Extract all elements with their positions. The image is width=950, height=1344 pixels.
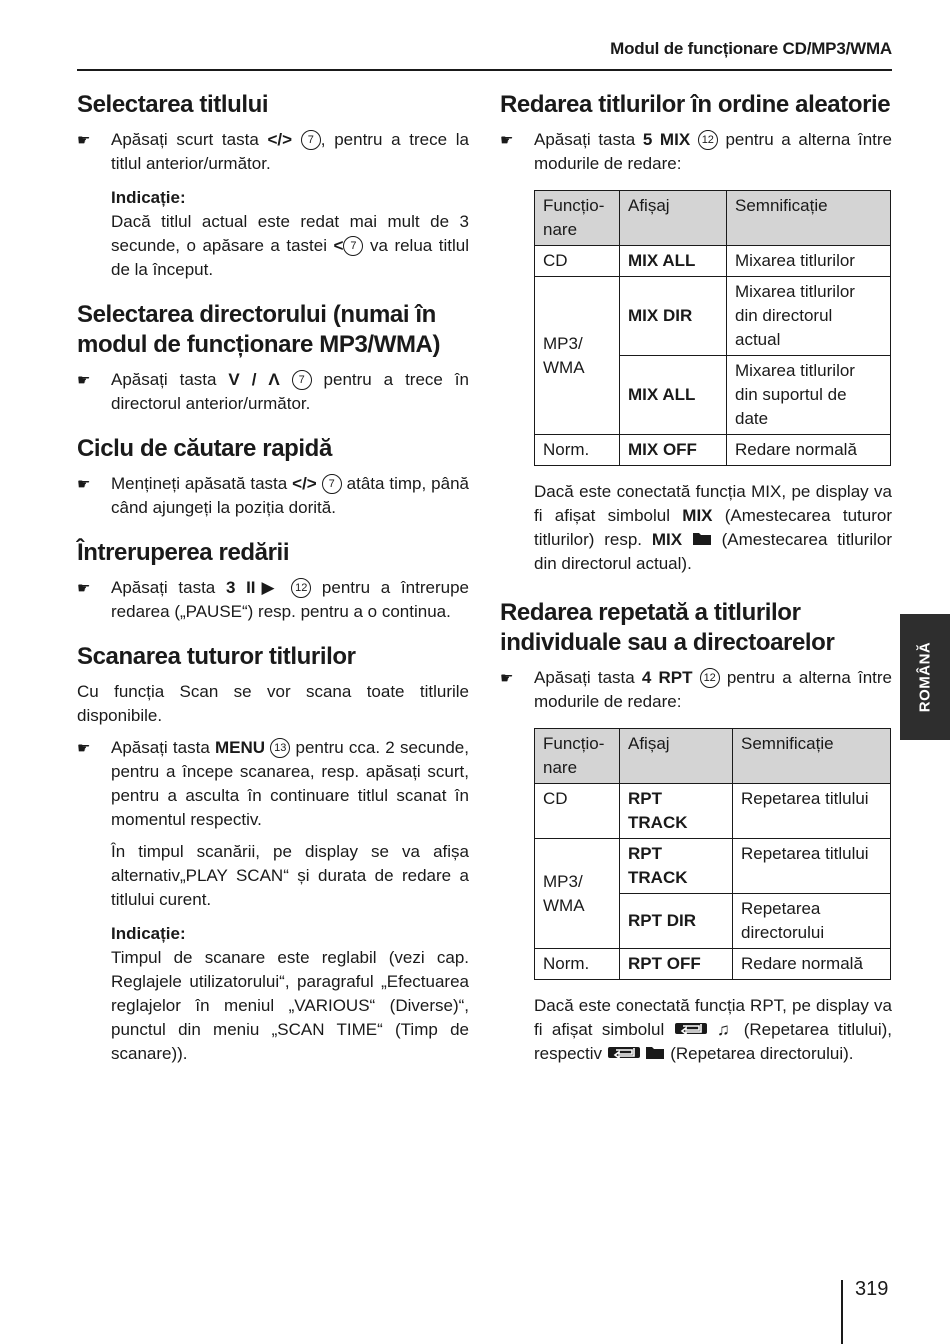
pointing-hand-icon: ☛ bbox=[77, 132, 91, 149]
table-cell: Redare normală bbox=[733, 949, 891, 980]
section-select-title bbox=[77, 90, 469, 282]
table-cell: Repetarea directorului bbox=[733, 894, 891, 949]
column-header: Afișaj bbox=[620, 729, 733, 784]
table-row bbox=[535, 839, 891, 894]
table-cell: RPT TRACK bbox=[620, 784, 733, 839]
section-intro: Cu funcția Scan se vor scana toate titlurile disponibile. bbox=[77, 682, 469, 725]
instruction-bullet: ☛ Apăsați tasta 4 RPT 12 pentru a alterna între modurile de redare: bbox=[500, 666, 892, 714]
instruction-bullet: ☛ Apăsați tasta MENU 13 pentru cca. 2 secunde, pentru a începe scanarea, resp. apăsați scurt, pentru a asculta în continuare titlul scanat în momentul respectiv. bbox=[77, 736, 469, 832]
mix-key-symbol: 5 MIX bbox=[642, 130, 691, 149]
table-cell: MIX OFF bbox=[620, 435, 727, 466]
pointing-hand-icon: ☛ bbox=[77, 372, 91, 389]
header-divider bbox=[77, 69, 892, 71]
left-column bbox=[77, 90, 469, 1066]
instruction-bullet: ☛ Apăsați tasta 3 II▶ 12 pentru a întrerupe redarea („PAUSE“) resp. pentru a o continua. bbox=[77, 576, 469, 624]
key-number-badge: 12 bbox=[698, 130, 718, 150]
column-header: Semnificație bbox=[727, 191, 891, 246]
note-text: Dacă titlul actual este redat mai mult de 3 secunde, o apăsare a tastei < 7 va relua titlul de la început. bbox=[111, 212, 469, 279]
instruction-bullet: ☛ Apăsați tasta V / Λ 7 pentru a trece în directorul anterior/următor. bbox=[77, 368, 469, 416]
section-title: Scanarea tuturor titlurilor bbox=[77, 643, 356, 670]
column-header: Afișaj bbox=[620, 191, 727, 246]
section-repeat-play bbox=[500, 598, 892, 1066]
table-cell: MP3/ WMA bbox=[535, 277, 620, 435]
table-cell: MP3/ WMA bbox=[535, 839, 620, 949]
instruction-bullet: ☛ Apăsați tasta 5 MIX 12 pentru a alterna între modurile de redare: bbox=[500, 128, 892, 176]
key-number-badge: 7 bbox=[292, 370, 312, 390]
section-title: Selectarea titlului bbox=[77, 91, 269, 118]
pointing-hand-icon: ☛ bbox=[77, 740, 91, 757]
key-number-badge: 12 bbox=[291, 578, 311, 598]
pointing-hand-icon: ☛ bbox=[500, 132, 514, 149]
prev-key-symbol: < bbox=[333, 236, 344, 255]
repeat-icon bbox=[607, 1044, 641, 1063]
language-side-tab bbox=[900, 614, 950, 740]
pause-key-symbol: 3 II▶ bbox=[225, 578, 281, 597]
table-cell: Mixarea titlurilor din suportul de date bbox=[727, 356, 891, 435]
table-cell: Norm. bbox=[535, 949, 620, 980]
key-number-badge: 12 bbox=[700, 668, 720, 688]
section-select-directory bbox=[77, 300, 469, 416]
column-header: Funcționare bbox=[535, 191, 620, 246]
instruction-bullet: ☛ Mențineți apăsată tasta </> 7 atâta timp, până când ajungeți la poziția dorită. bbox=[77, 472, 469, 520]
mix-display-symbol: MIX bbox=[651, 530, 683, 549]
table-cell: Norm. bbox=[535, 435, 620, 466]
table-cell: Redare normală bbox=[727, 435, 891, 466]
music-note-icon: ♫ bbox=[716, 1020, 735, 1039]
menu-key-symbol: MENU bbox=[215, 738, 266, 757]
prev-next-key-symbol: </> bbox=[267, 130, 293, 149]
section-title: Ciclu de căutare rapidă bbox=[77, 435, 332, 462]
up-down-key-symbol: V / Λ bbox=[228, 370, 280, 389]
table-cell: MIX DIR bbox=[620, 277, 727, 356]
key-number-badge: 7 bbox=[301, 130, 321, 150]
table-cell: Repetarea titlului bbox=[733, 784, 891, 839]
table-cell: Repetarea titlului bbox=[733, 839, 891, 894]
pointing-hand-icon: ☛ bbox=[500, 670, 514, 687]
table-cell: Mixarea titlurilor din directorul actual bbox=[727, 277, 891, 356]
rpt-key-symbol: 4 RPT bbox=[641, 668, 693, 687]
column-header: Funcționare bbox=[535, 729, 620, 784]
section-pause bbox=[77, 538, 469, 624]
section-fast-search bbox=[77, 434, 469, 520]
section-random-play bbox=[500, 90, 892, 576]
language-label: ROMÂNĂ bbox=[916, 641, 934, 713]
right-column bbox=[500, 90, 892, 1066]
table-cell: RPT OFF bbox=[620, 949, 733, 980]
repeat-icon bbox=[674, 1020, 708, 1039]
table-row bbox=[535, 435, 891, 466]
page-number: 319 bbox=[855, 1278, 889, 1300]
table-cell: CD bbox=[535, 246, 620, 277]
table-row bbox=[535, 949, 891, 980]
table-header-row bbox=[535, 191, 891, 246]
section-title: Selectarea directorului (numai în modul de funcționare MP3/WMA) bbox=[77, 301, 441, 358]
table-cell: RPT TRACK bbox=[620, 839, 733, 894]
mix-display-symbol: MIX bbox=[682, 506, 713, 525]
table-cell: CD bbox=[535, 784, 620, 839]
prev-next-key-symbol: </> bbox=[292, 474, 317, 493]
pointing-hand-icon: ☛ bbox=[77, 476, 91, 493]
section-title: Întreruperea redării bbox=[77, 539, 290, 566]
table-header-row bbox=[535, 729, 891, 784]
instruction-bullet: ☛ Apăsați scurt tasta </> 7 , pentru a trece la titlul anterior/următor. bbox=[77, 128, 469, 176]
page-header-title: Modul de funcționare CD/MP3/WMA bbox=[610, 39, 892, 58]
table-row bbox=[535, 246, 891, 277]
table-row bbox=[535, 277, 891, 356]
note-label: Indicație: bbox=[111, 924, 186, 943]
table-cell: RPT DIR bbox=[620, 894, 733, 949]
column-header: Semnificație bbox=[733, 729, 891, 784]
section-title: Redarea repetată a titlurilor individuale sau a directoarelor bbox=[500, 599, 835, 656]
key-number-badge: 13 bbox=[270, 738, 290, 758]
table-row bbox=[535, 784, 891, 839]
table-cell: Mixarea titlurilor bbox=[727, 246, 891, 277]
page-number-divider bbox=[841, 1280, 843, 1344]
key-number-badge: 7 bbox=[343, 236, 363, 256]
rpt-symbol-description: Dacă este conectată funcția RPT, pe display va fi afișat simbolul ♫ (Repetarea titlului), respectiv (Repetarea directorului). bbox=[534, 996, 893, 1063]
key-number-badge: 7 bbox=[322, 474, 342, 494]
mix-mode-table bbox=[534, 190, 891, 466]
mix-symbol-description: Dacă este conectată funcția MIX, pe display va fi afișat simbolul MIX (Amestecarea tuturor titlurilor) resp. MIX (Amestecarea titlurilor din directorul actual). bbox=[534, 482, 892, 573]
section-title: Redarea titlurilor în ordine aleatorie bbox=[500, 91, 891, 118]
pointing-hand-icon: ☛ bbox=[77, 580, 91, 597]
folder-icon bbox=[692, 530, 712, 549]
table-cell: MIX ALL bbox=[620, 246, 727, 277]
folder-icon bbox=[645, 1044, 665, 1063]
table-cell: MIX ALL bbox=[620, 356, 727, 435]
scan-description: În timpul scanării, pe display se va afișa alternativ„PLAY SCAN“ și durata de redare a titlului curent. bbox=[111, 842, 469, 909]
section-scan bbox=[77, 642, 469, 1066]
repeat-mode-table bbox=[534, 728, 891, 980]
note-text: Timpul de scanare este reglabil (vezi cap. Reglajele utilizatorului“, paragraful „Efectuarea reglajelor în meniul „VARIOUS“ (Diverse)“, punctul din meniu „SCAN TIME“ (Timp de scanare)). bbox=[111, 948, 469, 1063]
note-label: Indicație: bbox=[111, 188, 186, 207]
